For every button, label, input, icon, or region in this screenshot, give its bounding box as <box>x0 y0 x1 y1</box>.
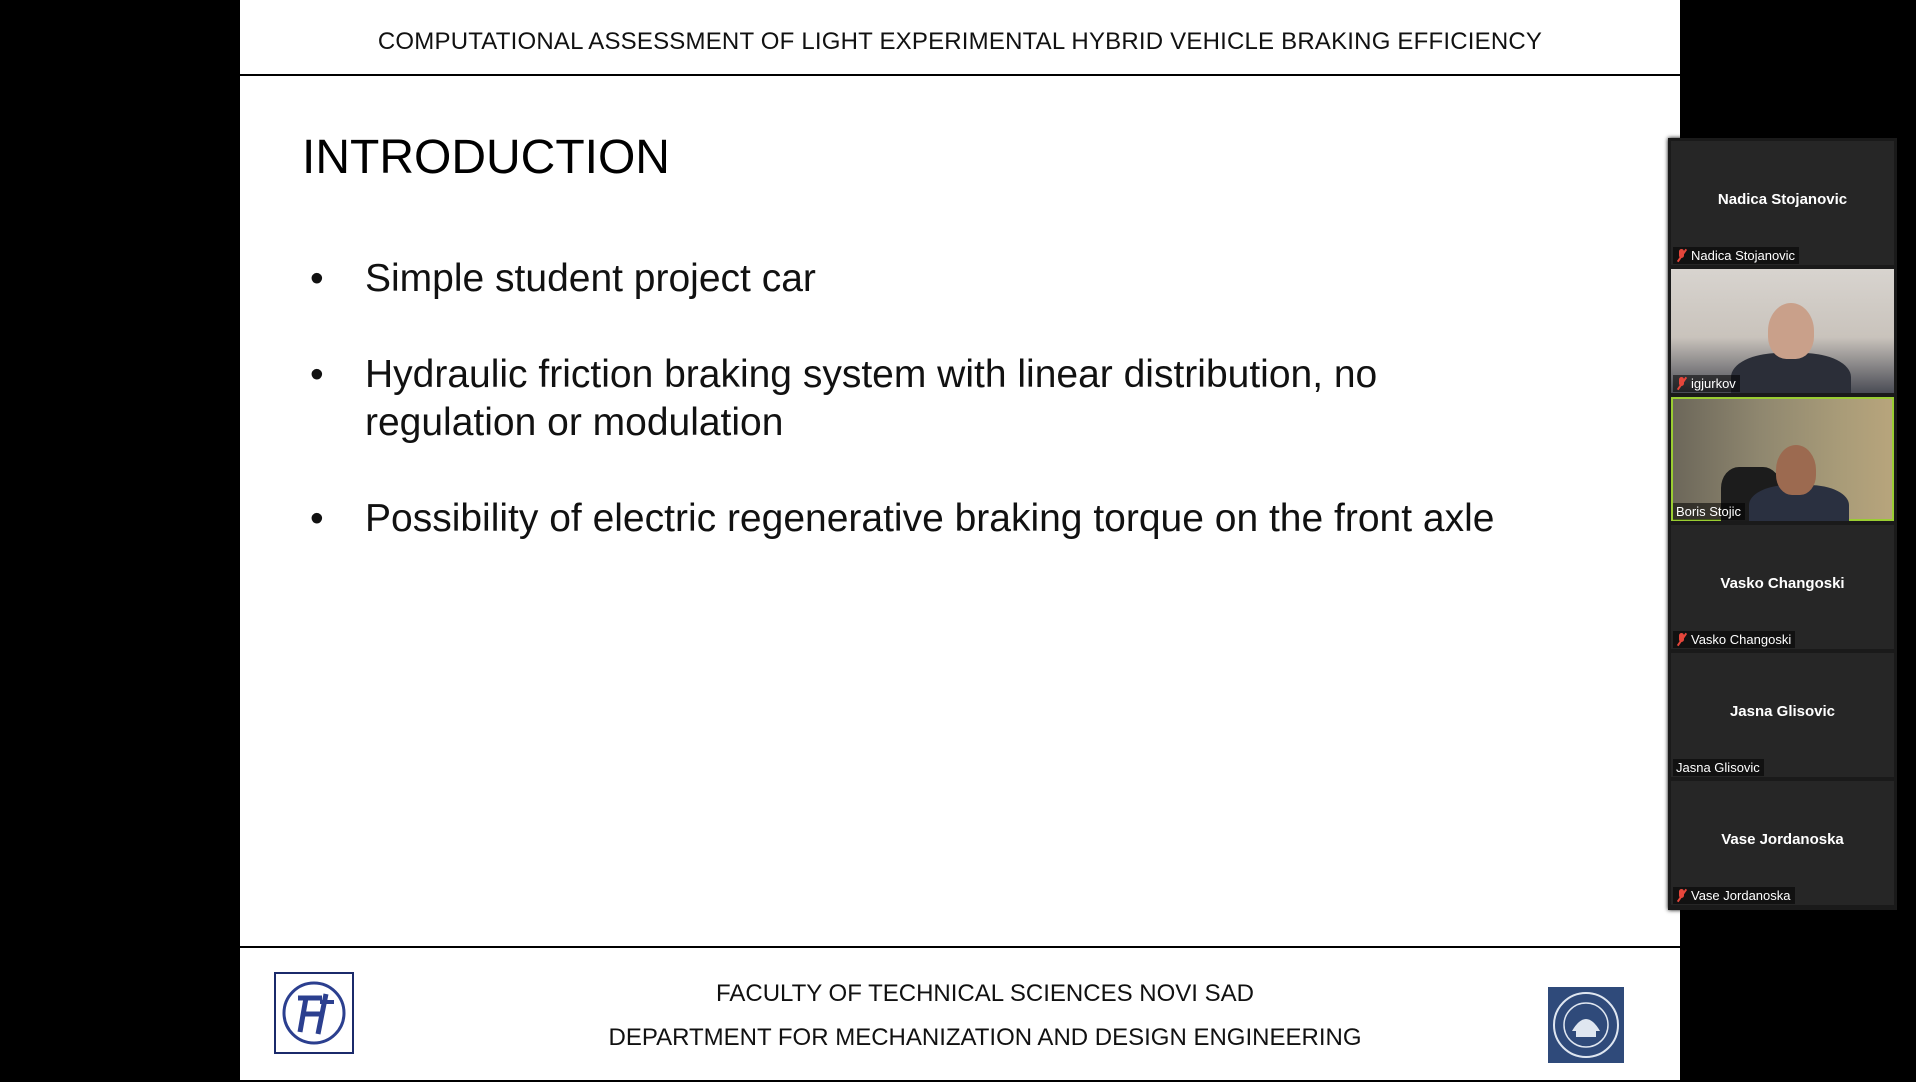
participant-video-feed <box>1731 353 1851 393</box>
bullet-text: Hydraulic friction braking system with linear distribution, no regulation or modulation <box>365 353 1378 444</box>
participant-label <box>1673 759 1764 776</box>
participant-video-tile[interactable] <box>1671 269 1894 393</box>
bullet-list <box>310 255 1670 591</box>
bullet-item <box>310 495 1665 543</box>
mic-muted-icon <box>1676 249 1687 262</box>
slide-header <box>240 0 1680 76</box>
bullet-item <box>310 255 1365 303</box>
mic-muted-icon <box>1676 633 1687 646</box>
bullet-marker: • <box>310 257 324 300</box>
participant-label <box>1673 247 1799 264</box>
participant-tile[interactable] <box>1671 525 1894 649</box>
bullet-text: Possibility of electric regenerative braking torque on the front axle <box>365 497 1495 540</box>
bullet-marker: • <box>310 353 324 396</box>
participant-label-text: Nadica Stojanovic <box>1691 248 1796 263</box>
participant-label <box>1673 503 1745 520</box>
participant-tile[interactable] <box>1671 653 1894 777</box>
slide-heading: INTRODUCTION <box>302 131 670 184</box>
university-seal <box>1548 987 1624 1063</box>
participant-name: Vase Jordanoska <box>1721 831 1844 848</box>
participant-label-text: igjurkov <box>1691 376 1736 391</box>
presentation-slide <box>240 0 1680 1080</box>
participant-name: Vasko Changoski <box>1720 575 1845 592</box>
participant-label-text: Vase Jordanoska <box>1691 888 1791 903</box>
footer-faculty-name: FACULTY OF TECHNICAL SCIENCES NOVI SAD <box>716 980 1254 1007</box>
participant-label-text: Jasna Glisovic <box>1676 760 1760 775</box>
bullet-text: Simple student project car <box>365 257 816 300</box>
footer-department-name: DEPARTMENT FOR MECHANIZATION AND DESIGN ENGINEERING <box>608 1024 1362 1051</box>
slide-header-title: COMPUTATIONAL ASSESSMENT OF LIGHT EXPERIMENTAL HYBRID VEHICLE BRAKING EFFICIENCY <box>377 28 1543 55</box>
bullet-marker: • <box>310 497 324 540</box>
participant-tile[interactable] <box>1671 781 1894 905</box>
mic-muted-icon <box>1676 889 1687 902</box>
participant-video-feed <box>1776 445 1816 495</box>
participant-label-text: Boris Stojic <box>1676 504 1742 519</box>
slide-footer <box>240 946 1680 1082</box>
participant-video-tile[interactable] <box>1671 397 1894 521</box>
participant-label-text: Vasko Changoski <box>1691 632 1792 647</box>
participant-label <box>1673 375 1740 392</box>
participant-name: Jasna Glisovic <box>1729 703 1836 720</box>
bullet-item <box>310 351 1425 447</box>
participant-video-feed <box>1768 303 1814 359</box>
mic-muted-icon <box>1676 377 1687 390</box>
university-seal-icon <box>1548 987 1624 1063</box>
participant-tile[interactable] <box>1671 141 1894 265</box>
participant-label <box>1673 887 1795 904</box>
participant-label <box>1673 631 1795 648</box>
participants-panel[interactable] <box>1668 138 1897 910</box>
participant-name: Nadica Stojanovic <box>1717 191 1848 208</box>
